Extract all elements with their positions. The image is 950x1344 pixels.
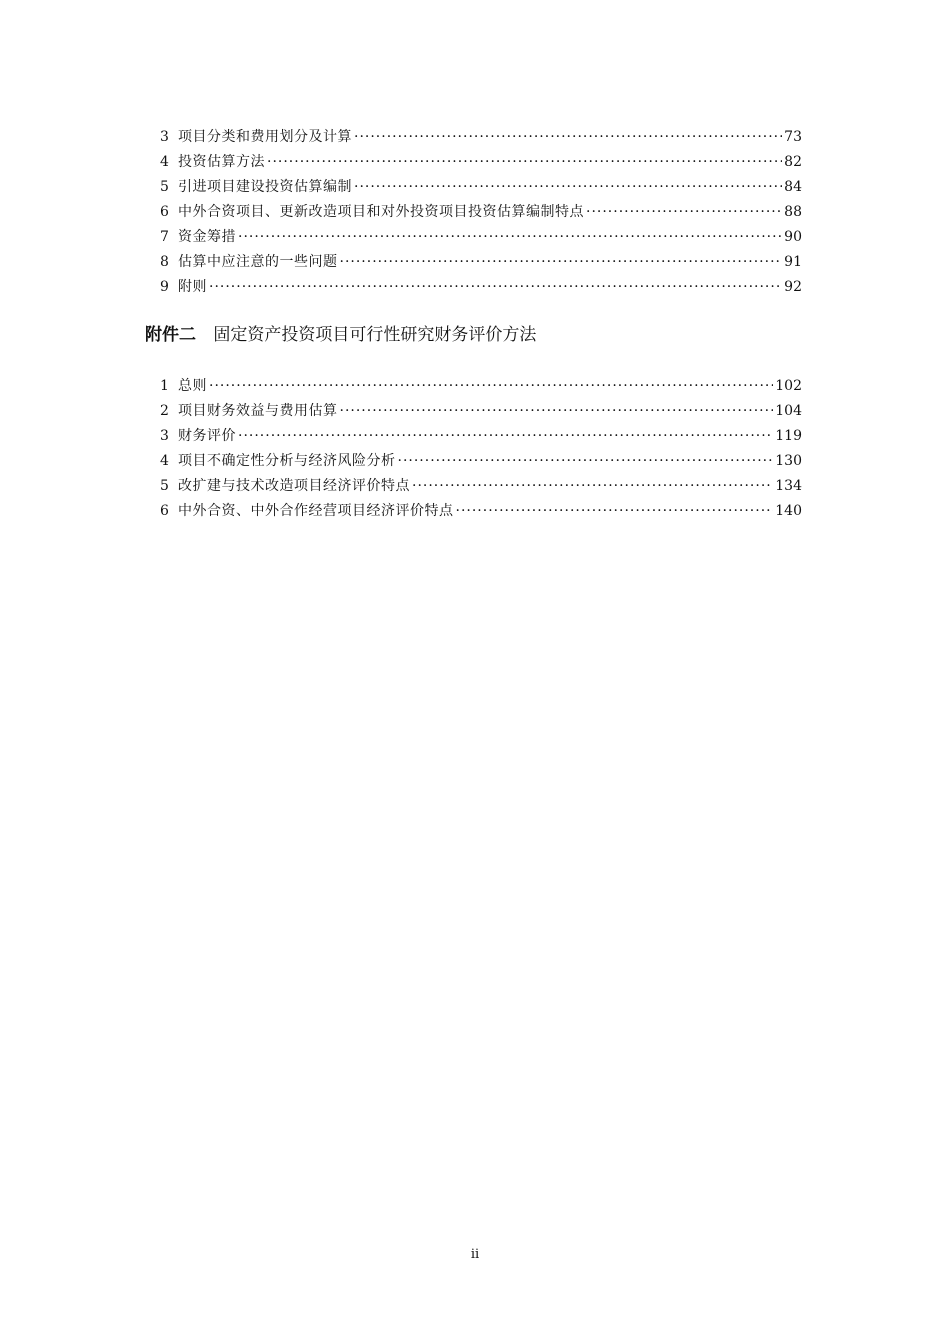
toc-entry-number: 3 bbox=[160, 129, 169, 145]
toc-entry-number: 8 bbox=[160, 254, 169, 270]
toc-leader-dots bbox=[398, 449, 774, 474]
toc-leader-dots bbox=[586, 200, 782, 225]
toc-entry-title: 附则 bbox=[178, 279, 207, 295]
toc-entry-page: 90 bbox=[784, 229, 802, 245]
toc-entry-title: 改扩建与技术改造项目经济评价特点 bbox=[178, 478, 410, 494]
toc-entry-title: 投资估算方法 bbox=[178, 154, 265, 170]
toc-entry[interactable] bbox=[160, 225, 802, 250]
toc-entry-page: 92 bbox=[784, 279, 802, 295]
toc-entry-title: 项目不确定性分析与经济风险分析 bbox=[178, 453, 396, 469]
toc-entry[interactable] bbox=[160, 474, 802, 499]
toc-entry[interactable] bbox=[160, 449, 802, 474]
toc-entry-number: 4 bbox=[160, 453, 169, 469]
toc-entry-page: 134 bbox=[775, 478, 802, 494]
toc-leader-dots bbox=[412, 474, 773, 499]
toc-entry-page: 102 bbox=[775, 378, 802, 394]
toc-leader-dots bbox=[238, 225, 782, 250]
toc-entry-title: 引进项目建设投资估算编制 bbox=[178, 179, 352, 195]
toc-entry-page: 119 bbox=[775, 428, 802, 444]
toc-entry[interactable] bbox=[160, 374, 802, 399]
toc-entry-number: 9 bbox=[160, 279, 169, 295]
toc-entry[interactable] bbox=[160, 275, 802, 300]
toc-entry-number: 5 bbox=[160, 478, 169, 494]
toc-leader-dots bbox=[456, 499, 774, 524]
toc-entry-number: 3 bbox=[160, 428, 169, 444]
toc-leader-dots bbox=[209, 374, 773, 399]
toc-entry-number: 2 bbox=[160, 403, 169, 419]
toc-leader-dots bbox=[267, 150, 782, 175]
toc-entry-title: 中外合资项目、更新改造项目和对外投资项目投资估算编制特点 bbox=[178, 204, 584, 220]
toc-entry-page: 84 bbox=[784, 179, 802, 195]
toc-entry-number: 6 bbox=[160, 204, 169, 220]
toc-leader-dots bbox=[238, 424, 773, 449]
toc-leader-dots bbox=[340, 399, 774, 424]
appendix-title: 固定资产投资项目可行性研究财务评价方法 bbox=[213, 325, 537, 345]
toc-section-1 bbox=[160, 125, 802, 300]
toc-leader-dots bbox=[354, 125, 782, 150]
toc-entry-number: 1 bbox=[160, 378, 169, 394]
page-number: ii bbox=[470, 1247, 480, 1262]
toc-entry-number: 7 bbox=[160, 229, 169, 245]
appendix-heading bbox=[145, 322, 536, 348]
toc-entry[interactable] bbox=[160, 499, 802, 524]
toc-entry-title: 财务评价 bbox=[178, 428, 236, 444]
toc-entry-page: 82 bbox=[784, 154, 802, 170]
toc-leader-dots bbox=[340, 250, 783, 275]
toc-entry[interactable] bbox=[160, 399, 802, 424]
toc-entry-page: 73 bbox=[784, 129, 802, 145]
toc-entry-page: 140 bbox=[775, 503, 802, 519]
toc-entry-number: 6 bbox=[160, 503, 169, 519]
toc-leader-dots bbox=[209, 275, 782, 300]
toc-entry-number: 5 bbox=[160, 179, 169, 195]
appendix-label: 附件二 bbox=[145, 325, 196, 345]
toc-entry[interactable] bbox=[160, 125, 802, 150]
toc-entry-title: 项目分类和费用划分及计算 bbox=[178, 129, 352, 145]
toc-entry-page: 104 bbox=[775, 403, 802, 419]
toc-entry-title: 总则 bbox=[178, 378, 207, 394]
toc-entry-page: 130 bbox=[775, 453, 802, 469]
toc-section-2 bbox=[160, 374, 802, 524]
toc-entry[interactable] bbox=[160, 200, 802, 225]
toc-entry-number: 4 bbox=[160, 154, 169, 170]
toc-entry[interactable] bbox=[160, 424, 802, 449]
toc-entry[interactable] bbox=[160, 175, 802, 200]
toc-entry-title: 估算中应注意的一些问题 bbox=[178, 254, 338, 270]
toc-entry-page: 88 bbox=[784, 204, 802, 220]
toc-entry[interactable] bbox=[160, 250, 802, 275]
toc-leader-dots bbox=[354, 175, 782, 200]
toc-entry-title: 项目财务效益与费用估算 bbox=[178, 403, 338, 419]
toc-entry-title: 资金筹措 bbox=[178, 229, 236, 245]
toc-entry-page: 91 bbox=[784, 254, 802, 270]
toc-entry-title: 中外合资、中外合作经营项目经济评价特点 bbox=[178, 503, 454, 519]
toc-entry[interactable] bbox=[160, 150, 802, 175]
